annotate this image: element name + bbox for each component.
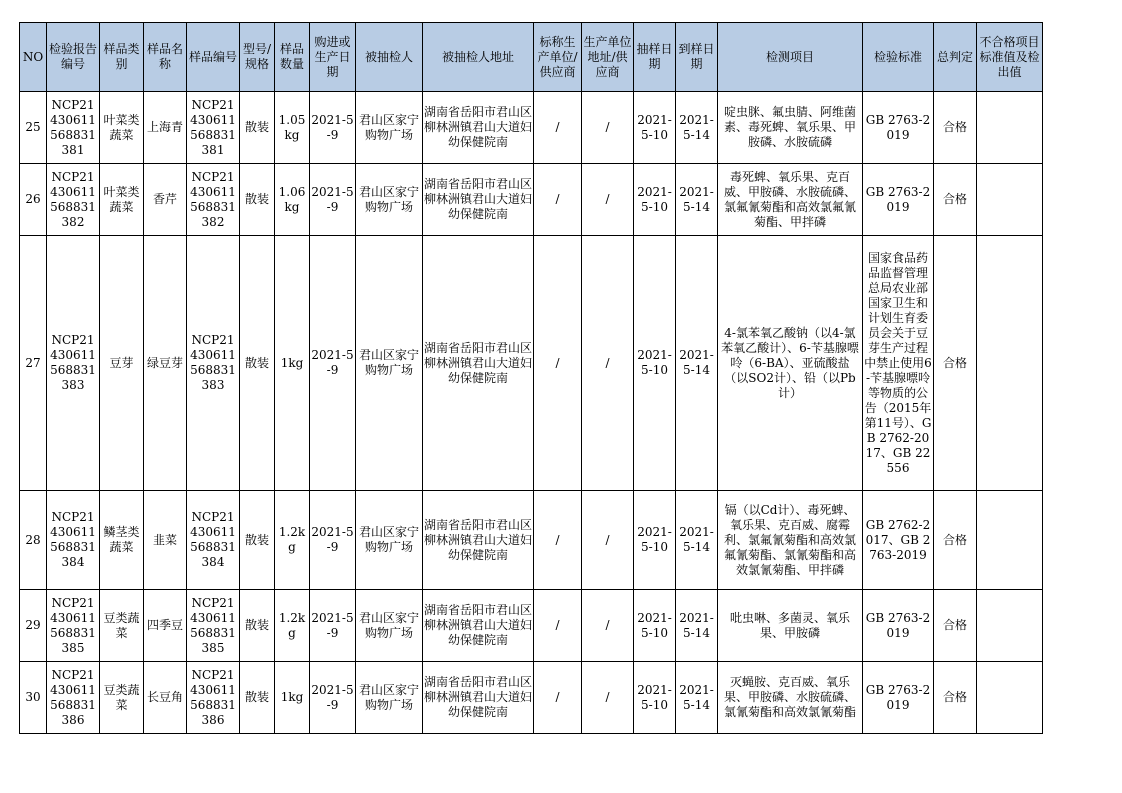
cell-standard: GB 2763-2019 <box>863 92 934 164</box>
cell-name: 韭菜 <box>144 491 187 590</box>
header-test-items: 检测项目 <box>718 23 863 92</box>
cell-inspected: 君山区家宁购物广场 <box>356 491 423 590</box>
cell-sampling-date: 2021-5-10 <box>634 92 676 164</box>
cell-no: 30 <box>20 662 47 734</box>
cell-producer-address: / <box>582 164 634 236</box>
cell-producer-address: / <box>582 662 634 734</box>
header-sampling-date: 抽样日期 <box>634 23 676 92</box>
table-row <box>20 491 1043 590</box>
cell-producer-address: / <box>582 236 634 491</box>
cell-category: 鳞茎类蔬菜 <box>100 491 144 590</box>
cell-category: 叶菜类蔬菜 <box>100 164 144 236</box>
cell-address: 湖南省岳阳市君山区柳林洲镇君山大道妇幼保健院南 <box>423 491 534 590</box>
cell-sample-number: NCP21430611568831383 <box>187 236 240 491</box>
cell-standard: GB 2763-2019 <box>863 164 934 236</box>
cell-sampling-date: 2021-5-10 <box>634 590 676 662</box>
cell-unqualified <box>977 662 1043 734</box>
cell-address: 湖南省岳阳市君山区柳林洲镇君山大道妇幼保健院南 <box>423 590 534 662</box>
cell-inspected: 君山区家宁购物广场 <box>356 164 423 236</box>
cell-standard: GB 2763-2019 <box>863 662 934 734</box>
header-arrival-date: 到样日期 <box>676 23 718 92</box>
table-row <box>20 164 1043 236</box>
header-sample-category: 样品类别 <box>100 23 144 92</box>
cell-unqualified <box>977 92 1043 164</box>
cell-unqualified <box>977 491 1043 590</box>
cell-report-number: NCP21430611568831386 <box>47 662 100 734</box>
cell-address: 湖南省岳阳市君山区柳林洲镇君山大道妇幼保健院南 <box>423 662 534 734</box>
cell-producer: / <box>534 491 582 590</box>
cell-arrival-date: 2021-5-14 <box>676 491 718 590</box>
cell-name: 绿豆芽 <box>144 236 187 491</box>
cell-verdict: 合格 <box>934 164 977 236</box>
cell-test-items: 吡虫啉、多菌灵、氧乐果、甲胺磷 <box>718 590 863 662</box>
cell-address: 湖南省岳阳市君山区柳林洲镇君山大道妇幼保健院南 <box>423 92 534 164</box>
cell-producer: / <box>534 236 582 491</box>
cell-no: 26 <box>20 164 47 236</box>
table-header-row <box>20 23 1043 92</box>
cell-spec: 散装 <box>240 662 275 734</box>
cell-category: 豆芽 <box>100 236 144 491</box>
cell-arrival-date: 2021-5-14 <box>676 662 718 734</box>
cell-name: 香芹 <box>144 164 187 236</box>
cell-quantity: 1.05kg <box>275 92 310 164</box>
cell-producer: / <box>534 164 582 236</box>
standard-text: 国家食品药品监督管理总局农业部国家卫生和计划生育委员会关于豆芽生产过程中禁止使用6-苄基腺嘌呤等物质的公告（2015年第11号）、GB 2762-2017、GB 22556 <box>864 250 932 475</box>
cell-quantity: 1.06kg <box>275 164 310 236</box>
cell-inspected: 君山区家宁购物广场 <box>356 590 423 662</box>
cell-producer: / <box>534 662 582 734</box>
cell-address: 湖南省岳阳市君山区柳林洲镇君山大道妇幼保健院南 <box>423 164 534 236</box>
cell-unqualified <box>977 164 1043 236</box>
cell-standard: GB 2762-2017、GB 2763-2019 <box>863 491 934 590</box>
cell-spec: 散装 <box>240 590 275 662</box>
cell-quantity: 1kg <box>275 662 310 734</box>
header-report-number: 检验报告编号 <box>47 23 100 92</box>
cell-arrival-date: 2021-5-14 <box>676 164 718 236</box>
cell-unqualified <box>977 590 1043 662</box>
cell-test-items: 毒死蜱、氧乐果、克百威、甲胺磷、水胺硫磷、氯氟氰菊酯和高效氯氟氰菊酯、甲拌磷 <box>718 164 863 236</box>
cell-sample-number: NCP21430611568831385 <box>187 590 240 662</box>
cell-report-number: NCP21430611568831382 <box>47 164 100 236</box>
cell-date: 2021-5-9 <box>310 164 356 236</box>
cell-spec: 散装 <box>240 92 275 164</box>
cell-quantity: 1.2kg <box>275 491 310 590</box>
cell-spec: 散装 <box>240 164 275 236</box>
cell-producer-address: / <box>582 491 634 590</box>
cell-name: 长豆角 <box>144 662 187 734</box>
cell-verdict: 合格 <box>934 491 977 590</box>
cell-sampling-date: 2021-5-10 <box>634 662 676 734</box>
cell-verdict: 合格 <box>934 662 977 734</box>
cell-quantity: 1kg <box>275 236 310 491</box>
cell-spec: 散装 <box>240 236 275 491</box>
cell-test-items: 灭蝇胺、克百威、氧乐果、甲胺磷、水胺硫磷、氯氰菊酯和高效氯氰菊酯 <box>718 662 863 734</box>
cell-arrival-date: 2021-5-14 <box>676 236 718 491</box>
cell-report-number: NCP21430611568831381 <box>47 92 100 164</box>
cell-name: 上海青 <box>144 92 187 164</box>
table-row <box>20 662 1043 734</box>
cell-inspected: 君山区家宁购物广场 <box>356 92 423 164</box>
cell-no: 25 <box>20 92 47 164</box>
cell-spec: 散装 <box>240 491 275 590</box>
header-no: NO <box>20 23 47 92</box>
cell-sample-number: NCP21430611568831381 <box>187 92 240 164</box>
header-inspected-address: 被抽检人地址 <box>423 23 534 92</box>
cell-name: 四季豆 <box>144 590 187 662</box>
cell-date: 2021-5-9 <box>310 662 356 734</box>
header-inspected-party: 被抽检人 <box>356 23 423 92</box>
cell-inspected: 君山区家宁购物广场 <box>356 236 423 491</box>
header-purchase-date: 购进或生产日期 <box>310 23 356 92</box>
header-unqualified: 不合格项目标准值及检出值 <box>977 23 1043 92</box>
inspection-results-table <box>19 22 1043 734</box>
cell-standard: GB 2763-2019 <box>863 590 934 662</box>
cell-unqualified <box>977 236 1043 491</box>
table-row <box>20 590 1043 662</box>
cell-sample-number: NCP21430611568831382 <box>187 164 240 236</box>
cell-test-items: 镉（以Cd计）、毒死蜱、氧乐果、克百威、腐霉利、氯氟氰菊酯和高效氯氟氰菊酯、氯氰菊酯和高效氯氰菊酯、甲拌磷 <box>718 491 863 590</box>
cell-verdict: 合格 <box>934 590 977 662</box>
cell-arrival-date: 2021-5-14 <box>676 92 718 164</box>
cell-arrival-date: 2021-5-14 <box>676 590 718 662</box>
header-spec: 型号/规格 <box>240 23 275 92</box>
header-producer-address: 生产单位地址/供应商 <box>582 23 634 92</box>
cell-test-items: 啶虫脒、氟虫腈、阿维菌素、毒死蜱、氧乐果、甲胺磷、水胺硫磷 <box>718 92 863 164</box>
header-sample-number: 样品编号 <box>187 23 240 92</box>
cell-producer-address: / <box>582 92 634 164</box>
cell-address: 湖南省岳阳市君山区柳林洲镇君山大道妇幼保健院南 <box>423 236 534 491</box>
cell-report-number: NCP21430611568831383 <box>47 236 100 491</box>
cell-report-number: NCP21430611568831385 <box>47 590 100 662</box>
cell-producer-address: / <box>582 590 634 662</box>
cell-date: 2021-5-9 <box>310 92 356 164</box>
table-row <box>20 92 1043 164</box>
cell-date: 2021-5-9 <box>310 590 356 662</box>
cell-sample-number: NCP21430611568831386 <box>187 662 240 734</box>
cell-quantity: 1.2kg <box>275 590 310 662</box>
cell-no: 29 <box>20 590 47 662</box>
cell-report-number: NCP21430611568831384 <box>47 491 100 590</box>
cell-category: 豆类蔬菜 <box>100 590 144 662</box>
cell-date: 2021-5-9 <box>310 491 356 590</box>
header-standard: 检验标准 <box>863 23 934 92</box>
cell-category: 叶菜类蔬菜 <box>100 92 144 164</box>
cell-category: 豆类蔬菜 <box>100 662 144 734</box>
cell-standard <box>863 236 934 491</box>
cell-producer: / <box>534 92 582 164</box>
cell-date: 2021-5-9 <box>310 236 356 491</box>
cell-sample-number: NCP21430611568831384 <box>187 491 240 590</box>
cell-verdict: 合格 <box>934 236 977 491</box>
cell-sampling-date: 2021-5-10 <box>634 236 676 491</box>
cell-no: 28 <box>20 491 47 590</box>
cell-producer: / <box>534 590 582 662</box>
cell-sampling-date: 2021-5-10 <box>634 164 676 236</box>
header-sample-name: 样品名称 <box>144 23 187 92</box>
cell-no: 27 <box>20 236 47 491</box>
cell-inspected: 君山区家宁购物广场 <box>356 662 423 734</box>
cell-verdict: 合格 <box>934 92 977 164</box>
header-quantity: 样品数量 <box>275 23 310 92</box>
header-verdict: 总判定 <box>934 23 977 92</box>
cell-sampling-date: 2021-5-10 <box>634 491 676 590</box>
header-producer: 标称生产单位/供应商 <box>534 23 582 92</box>
cell-test-items: 4-氯苯氧乙酸钠（以4-氯苯氧乙酸计）、6-苄基腺嘌呤（6-BA）、亚硫酸盐（以SO2计）、铅（以Pb计） <box>718 236 863 491</box>
table-row <box>20 236 1043 491</box>
